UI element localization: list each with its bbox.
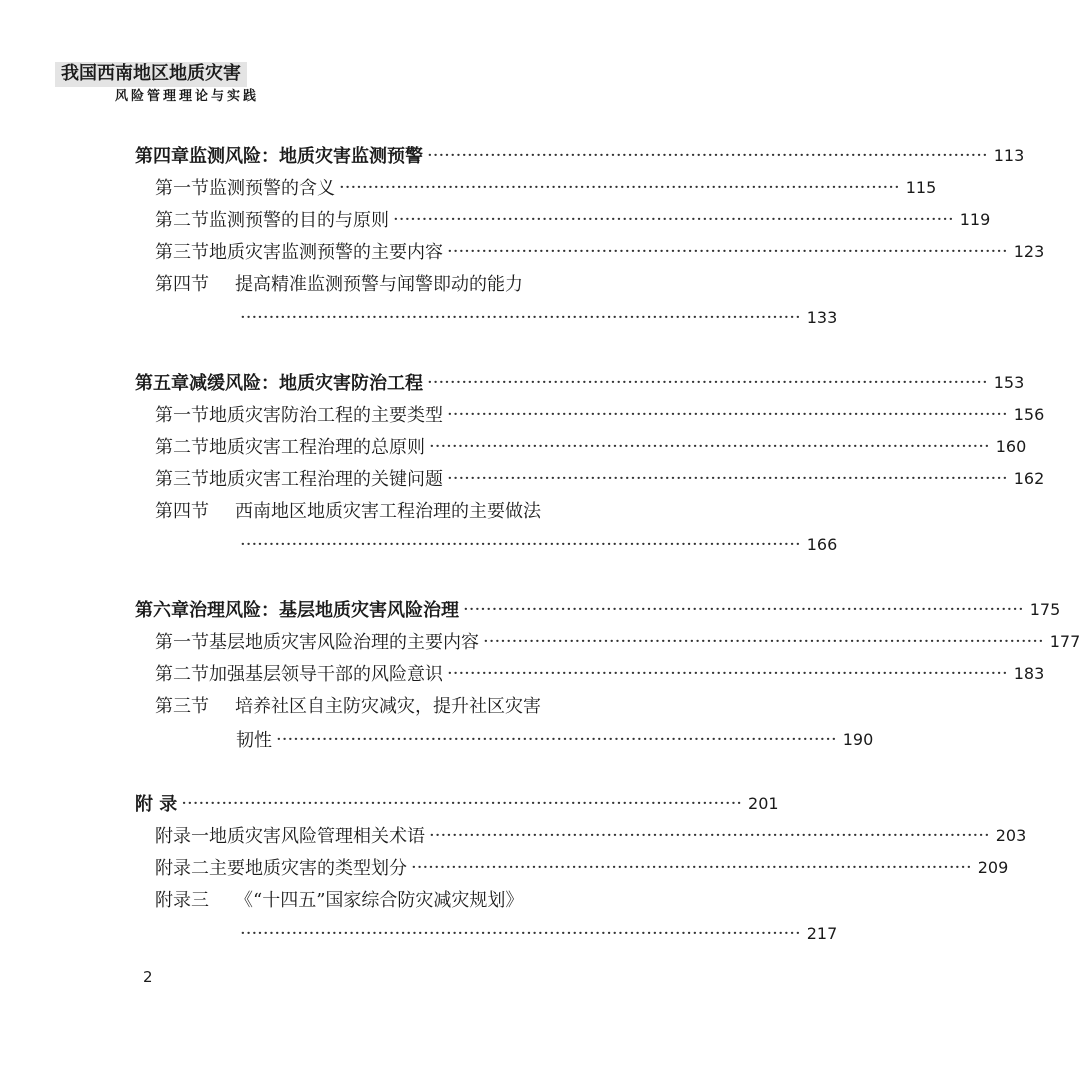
toc-title: 监测预警的含义 bbox=[209, 178, 335, 199]
toc-entry bbox=[236, 302, 838, 332]
toc-title: 监测预警的目的与原则 bbox=[209, 210, 389, 231]
page-number: 2 bbox=[143, 968, 153, 986]
toc-entry bbox=[236, 529, 838, 559]
dot-leader: ·································································································· bbox=[447, 662, 1008, 684]
toc-entry bbox=[155, 884, 617, 914]
toc-entry bbox=[135, 594, 1061, 624]
running-header bbox=[55, 62, 260, 104]
dot-leader: ·································································································· bbox=[240, 533, 801, 555]
toc-page-number: 177 bbox=[1049, 631, 1080, 651]
toc-page-number: 156 bbox=[1013, 404, 1045, 424]
toc-entry bbox=[155, 463, 1045, 493]
dot-leader: ·································································································· bbox=[429, 824, 990, 846]
toc-label: 第五章 bbox=[135, 373, 189, 394]
toc-page-number: 209 bbox=[977, 857, 1009, 877]
toc-label: 附 录 bbox=[135, 794, 178, 815]
toc-entry bbox=[155, 172, 937, 202]
book-subtitle: 风险管理理论与实践 bbox=[115, 89, 260, 104]
dot-leader: ·································································································· bbox=[447, 467, 1008, 489]
toc-page-number: 201 bbox=[748, 793, 779, 813]
toc-title: 地质灾害监测预警的主要内容 bbox=[209, 242, 443, 263]
toc-page-number: 166 bbox=[806, 534, 838, 554]
dot-leader: ·································································································· bbox=[393, 208, 954, 230]
toc-page-number: 162 bbox=[1013, 468, 1045, 488]
toc-title: 加强基层领导干部的风险意识 bbox=[209, 664, 443, 685]
toc-title: 监测风险：地质灾害监测预警 bbox=[189, 146, 423, 167]
toc-entry bbox=[155, 852, 1009, 882]
toc-page-number: 133 bbox=[806, 307, 838, 327]
dot-leader: ·································································································· bbox=[240, 922, 801, 944]
toc-title: 主要地质灾害的类型划分 bbox=[209, 858, 407, 879]
dot-leader: ·································································································· bbox=[427, 371, 988, 393]
toc-label: 第一节 bbox=[155, 178, 209, 199]
toc-label: 第三节 bbox=[155, 469, 209, 490]
toc-entry bbox=[155, 268, 617, 298]
toc-label: 第二节 bbox=[155, 664, 209, 685]
toc-label: 第一节 bbox=[155, 405, 209, 426]
dot-leader: ·································································································· bbox=[240, 306, 801, 328]
toc-label: 附录二 bbox=[155, 858, 209, 879]
toc-entry bbox=[135, 367, 1025, 397]
toc-label: 第二节 bbox=[155, 437, 209, 458]
toc-page-number: 203 bbox=[995, 825, 1027, 845]
toc-entry bbox=[155, 495, 617, 525]
toc-title: 地质灾害防治工程的主要类型 bbox=[209, 405, 443, 426]
dot-leader: ·································································································· bbox=[427, 144, 988, 166]
toc-page-number: 113 bbox=[993, 145, 1025, 165]
toc-title: 基层地质灾害风险治理的主要内容 bbox=[209, 632, 479, 653]
toc-page-number: 123 bbox=[1013, 241, 1045, 261]
dot-leader: ·································································································· bbox=[411, 856, 972, 878]
toc-title: 减缓风险：地质灾害防治工程 bbox=[189, 373, 423, 394]
toc-entry bbox=[155, 431, 1027, 461]
toc-title: 西南地区地质灾害工程治理的主要做法 bbox=[235, 501, 541, 522]
toc-title: 地质灾害工程治理的总原则 bbox=[209, 437, 425, 458]
toc-title: 治理风险：基层地质灾害风险治理 bbox=[189, 600, 459, 621]
toc-label: 第四节 bbox=[155, 274, 209, 295]
toc-entry bbox=[155, 820, 1027, 850]
dot-leader: ·································································································· bbox=[447, 240, 1008, 262]
toc-entry bbox=[155, 204, 991, 234]
toc-label: 第四节 bbox=[155, 501, 209, 522]
toc-page-number: 190 bbox=[842, 729, 874, 749]
dot-leader: ·································································································· bbox=[429, 435, 990, 457]
toc-label: 第三节 bbox=[155, 696, 209, 717]
toc-page-number: 115 bbox=[905, 177, 937, 197]
toc-entry bbox=[155, 399, 1045, 429]
toc-title: 韧性 bbox=[236, 730, 272, 751]
book-title: 我国西南地区地质灾害 bbox=[55, 62, 247, 87]
toc-label: 第六章 bbox=[135, 600, 189, 621]
toc-entry bbox=[155, 658, 1045, 688]
dot-leader: ·································································································· bbox=[339, 176, 900, 198]
toc-entry bbox=[236, 918, 838, 948]
toc-entry bbox=[155, 690, 617, 720]
toc-label: 附录三 bbox=[155, 890, 209, 911]
toc-entry bbox=[236, 724, 874, 754]
toc-title: 培养社区自主防灾减灾，提升社区灾害 bbox=[235, 696, 541, 717]
toc-entry bbox=[135, 140, 1025, 170]
toc-entry bbox=[135, 788, 779, 818]
dot-leader: ·································································································· bbox=[181, 792, 743, 814]
toc-page-number: 175 bbox=[1029, 599, 1061, 619]
toc-title: 地质灾害风险管理相关术语 bbox=[209, 826, 425, 847]
toc-label: 第三节 bbox=[155, 242, 209, 263]
dot-leader: ·································································································· bbox=[463, 598, 1024, 620]
toc-label: 附录一 bbox=[155, 826, 209, 847]
toc-label: 第二节 bbox=[155, 210, 209, 231]
dot-leader: ·································································································· bbox=[276, 728, 837, 750]
toc-page-number: 119 bbox=[959, 209, 991, 229]
dot-leader: ·································································································· bbox=[447, 403, 1008, 425]
dot-leader: ·································································································· bbox=[483, 630, 1044, 652]
toc-title: 提高精准监测预警与闻警即动的能力 bbox=[235, 274, 523, 295]
toc-page-number: 183 bbox=[1013, 663, 1045, 683]
toc-entry bbox=[155, 626, 1080, 656]
toc-label: 第一节 bbox=[155, 632, 209, 653]
toc-page-number: 217 bbox=[806, 923, 838, 943]
toc-entry bbox=[155, 236, 1045, 266]
toc-title: 《“十四五”国家综合防灾减灾规划》 bbox=[235, 890, 524, 911]
toc-title: 地质灾害工程治理的关键问题 bbox=[209, 469, 443, 490]
toc-label: 第四章 bbox=[135, 146, 189, 167]
toc-page-number: 153 bbox=[993, 372, 1025, 392]
toc-page-number: 160 bbox=[995, 436, 1027, 456]
